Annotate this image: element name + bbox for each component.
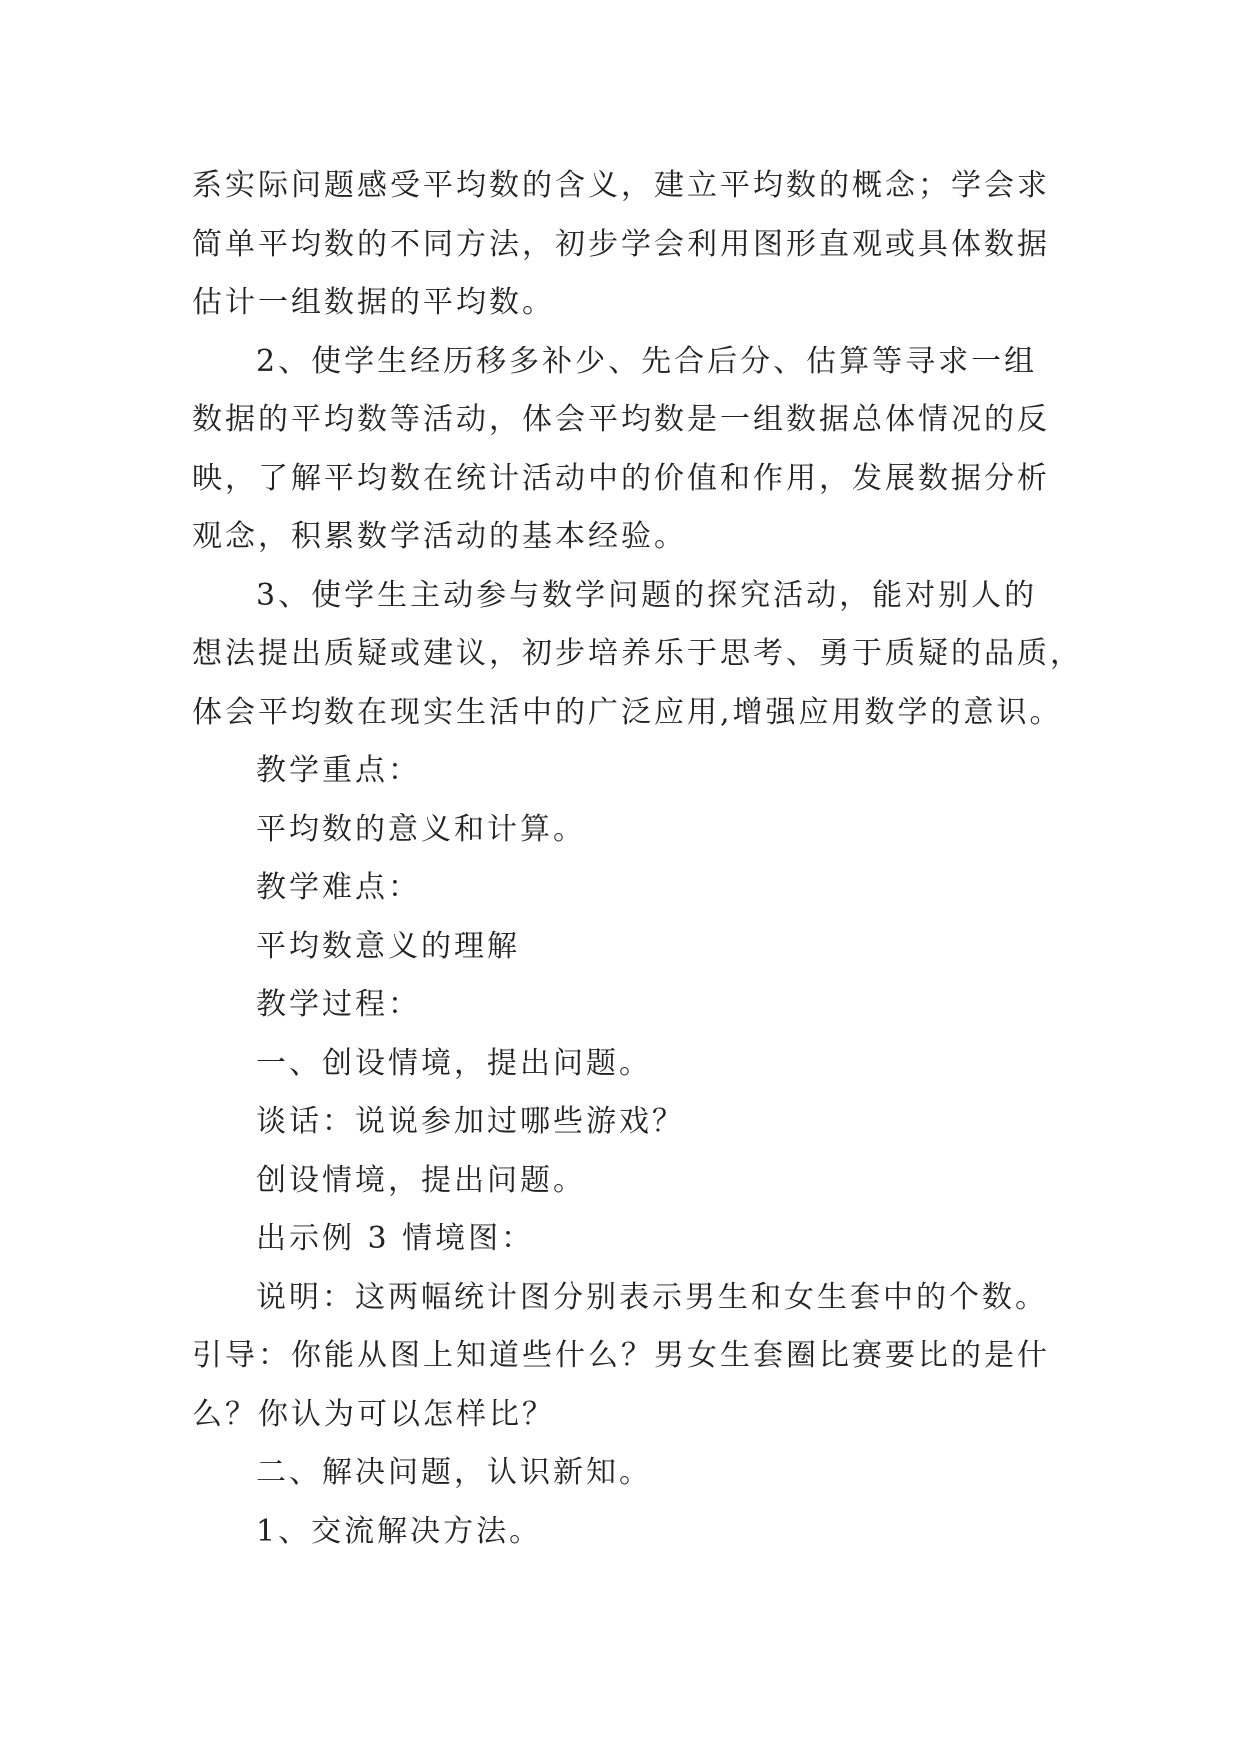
text-line: 一、创设情境，提出问题。 <box>256 1045 652 1081</box>
text-line: 平均数的意义和计算。 <box>256 811 586 847</box>
section-heading: 教学过程： <box>256 987 421 1022</box>
section-heading: 教学重点： <box>256 753 421 788</box>
text-line: 3、使学生主动参与数学问题的探究活动，能对别人的 <box>256 577 1038 613</box>
text-line: 创设情境，提出问题。 <box>256 1162 586 1198</box>
text-line: 平均数意义的理解 <box>256 928 520 964</box>
text-line: 简单平均数的不同方法，初步学会利用图形直观或具体数据 <box>192 226 1050 262</box>
text-line: 数据的平均数等活动，体会平均数是一组数据总体情况的反 <box>192 402 1050 437</box>
text-line: 1、交流解决方法。 <box>256 1513 543 1549</box>
section-heading: 教学难点： <box>256 870 421 905</box>
text-line: 出示例 3 情境图： <box>256 1221 535 1256</box>
text-line: 想法提出质疑或建议，初步培养乐于思考、勇于质疑的品质， <box>192 636 1083 671</box>
text-line: 引导：你能从图上知道些什么？男女生套圈比赛要比的是什 <box>192 1338 1050 1373</box>
text-line: 估计一组数据的平均数。 <box>192 285 555 320</box>
text-line: 二、解决问题，认识新知。 <box>256 1455 652 1490</box>
text-line: 2、使学生经历移多补少、先合后分、估算等寻求一组 <box>256 343 1038 379</box>
document-page <box>192 157 1083 1561</box>
text-line: 系实际问题感受平均数的含义，建立平均数的概念；学会求 <box>192 168 1050 203</box>
text-line: 说明：这两幅统计图分别表示男生和女生套中的个数。 <box>256 1279 1048 1315</box>
text-line: 映，了解平均数在统计活动中的价值和作用，发展数据分析 <box>192 460 1050 496</box>
text-line: 谈话：说说参加过哪些游戏？ <box>256 1104 685 1139</box>
text-line: 体会平均数在现实生活中的广泛应用,增强应用数学的意识。 <box>192 694 1063 730</box>
text-line: 么？你认为可以怎样比？ <box>192 1396 555 1432</box>
text-line: 观念，积累数学活动的基本经验。 <box>192 519 687 554</box>
